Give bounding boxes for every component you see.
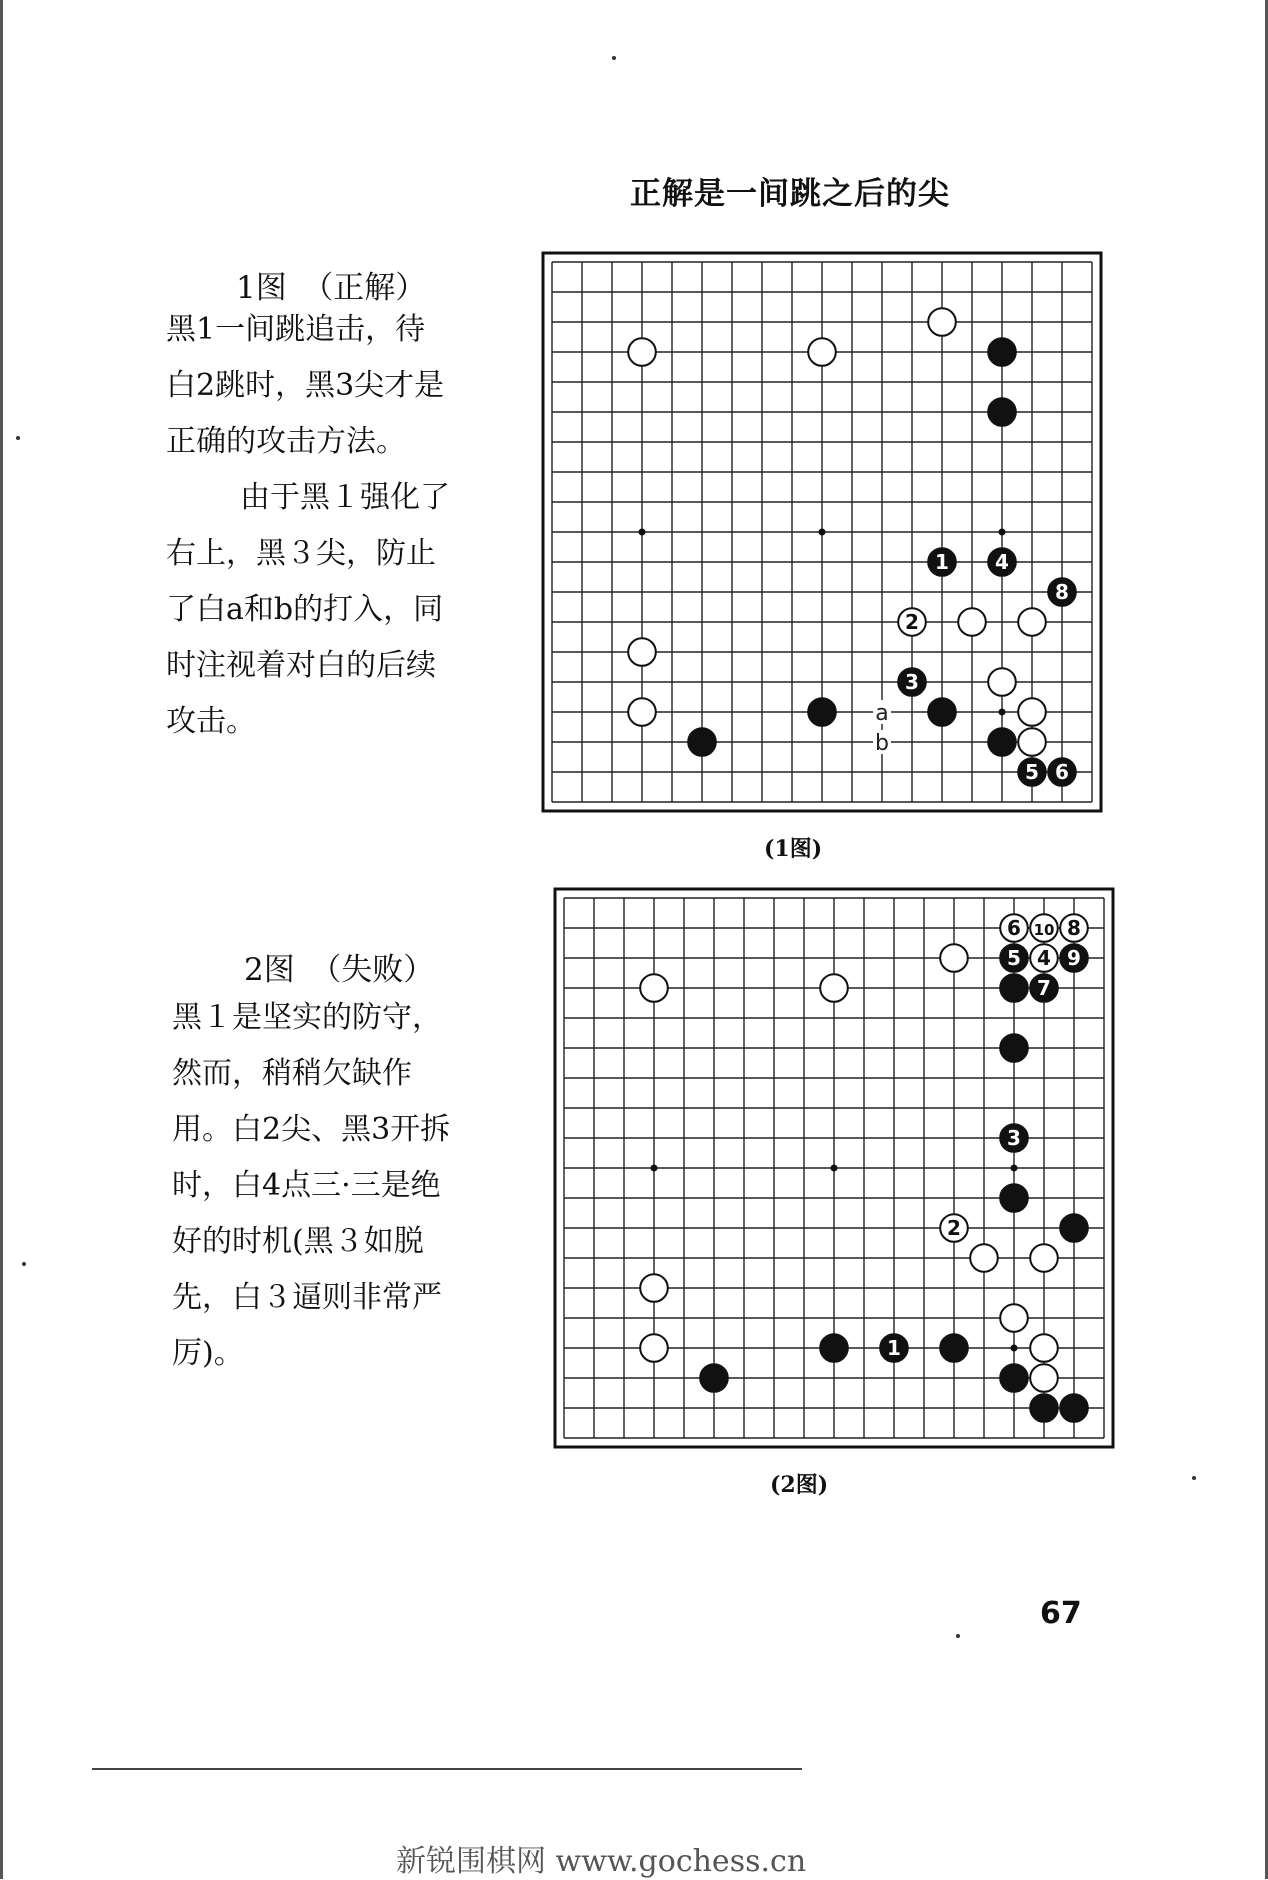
text-line: 时注视着对白的后续 — [166, 648, 436, 683]
text-line: 然而，稍稍欠缺作 — [172, 1056, 412, 1091]
black-stone — [988, 548, 1016, 576]
stone-move-number: 5 — [1007, 946, 1021, 970]
black-stone — [988, 338, 1016, 366]
white-stone — [628, 338, 656, 366]
white-stone — [1018, 698, 1046, 726]
black-stone — [700, 1364, 728, 1392]
star-point — [999, 529, 1006, 536]
text-line: 好的时机(黑３如脱 — [172, 1224, 424, 1259]
point-label: b — [875, 731, 889, 756]
white-stone — [1030, 1334, 1058, 1362]
black-stone — [1000, 974, 1028, 1002]
white-stone — [1030, 944, 1058, 972]
star-point — [819, 529, 826, 536]
text-line: 白2跳时，黑3尖才是 — [166, 368, 445, 403]
scan-speck — [1192, 1476, 1196, 1480]
white-stone — [970, 1244, 998, 1272]
star-point — [1011, 1165, 1018, 1172]
stone-move-number: 5 — [1025, 760, 1039, 784]
black-stone — [1030, 974, 1058, 1002]
page-title: 正解是一间跳之后的尖 — [630, 176, 950, 212]
scan-speck — [612, 56, 616, 60]
black-stone — [1000, 944, 1028, 972]
text-line: 先，白３逼则非常严 — [172, 1280, 442, 1315]
stone-move-number: 2 — [905, 610, 919, 634]
text-line: 攻击。 — [166, 704, 256, 739]
black-stone — [1000, 1364, 1028, 1392]
white-stone — [628, 638, 656, 666]
star-point — [1011, 1345, 1018, 1352]
black-stone — [1000, 1124, 1028, 1152]
black-stone — [1060, 1394, 1088, 1422]
white-stone — [628, 698, 656, 726]
white-stone — [958, 608, 986, 636]
scan-speck — [956, 1634, 960, 1638]
black-stone — [928, 698, 956, 726]
diagram1-heading: 1图 （正解） — [236, 270, 427, 306]
black-stone — [988, 398, 1016, 426]
white-stone — [928, 308, 956, 336]
diagram2-paragraph — [172, 990, 450, 1382]
white-stone — [1030, 914, 1058, 942]
black-stone — [820, 1334, 848, 1362]
point-label: a — [875, 701, 889, 726]
white-stone — [1060, 914, 1088, 942]
white-stone — [1018, 608, 1046, 636]
stone-move-number: 8 — [1055, 580, 1069, 604]
black-stone — [988, 728, 1016, 756]
white-stone — [1018, 728, 1046, 756]
stone-move-number: 1 — [935, 550, 949, 574]
stone-move-number: 3 — [1007, 1126, 1021, 1150]
footer-watermark: 新锐围棋网 www.gochess.cn — [396, 1844, 807, 1879]
text-line: 用。白2尖、黑3开拆 — [172, 1112, 451, 1147]
black-stone — [1048, 758, 1076, 786]
black-stone — [1060, 1214, 1088, 1242]
stone-move-number: 8 — [1067, 916, 1081, 940]
black-stone — [1000, 1184, 1028, 1212]
stone-move-number: 10 — [1033, 921, 1055, 939]
white-stone — [988, 668, 1016, 696]
black-stone — [1000, 1034, 1028, 1062]
white-stone — [640, 1274, 668, 1302]
white-stone — [640, 974, 668, 1002]
white-stone — [940, 1214, 968, 1242]
go-board-diagram-2 — [552, 886, 1094, 1442]
text-line: 黑１是坚实的防守， — [172, 1000, 442, 1035]
black-stone — [808, 698, 836, 726]
white-stone — [1000, 914, 1028, 942]
diagram1-paragraph1 — [166, 302, 444, 470]
black-stone — [1030, 1394, 1058, 1422]
white-stone — [898, 608, 926, 636]
diagram2-heading: 2图 （失败） — [244, 952, 435, 988]
black-stone — [928, 548, 956, 576]
text-line: 时，白4点三·三是绝 — [172, 1168, 441, 1203]
stone-move-number: 2 — [947, 1216, 961, 1240]
white-stone — [1000, 1304, 1028, 1332]
stone-move-number: 3 — [905, 670, 919, 694]
white-stone — [808, 338, 836, 366]
black-stone — [940, 1334, 968, 1362]
stone-move-number: 7 — [1037, 976, 1051, 1000]
white-stone — [820, 974, 848, 1002]
stone-move-number: 9 — [1067, 946, 1081, 970]
white-stone — [1030, 1244, 1058, 1272]
diagram1-paragraph2 — [166, 470, 450, 750]
white-stone — [940, 944, 968, 972]
star-point — [651, 1165, 658, 1172]
diagram1-caption: (1图) — [764, 836, 823, 862]
scan-speck — [16, 436, 20, 440]
stone-move-number: 4 — [1037, 946, 1051, 970]
stone-move-number: 4 — [995, 550, 1009, 574]
white-stone — [640, 1334, 668, 1362]
stone-move-number: 1 — [887, 1336, 901, 1360]
black-stone — [1048, 578, 1076, 606]
text-line: 由于黑１强化了 — [240, 480, 450, 515]
go-board-diagram-1 — [540, 250, 1086, 806]
text-line: 黑1一间跳追击，待 — [166, 312, 426, 347]
stone-move-number: 6 — [1055, 760, 1069, 784]
star-point — [639, 529, 646, 536]
black-stone — [898, 668, 926, 696]
black-stone — [1060, 944, 1088, 972]
star-point — [831, 1165, 838, 1172]
footer-divider — [92, 1768, 802, 1770]
text-line: 右上，黑３尖，防止 — [166, 536, 436, 571]
star-point — [999, 709, 1006, 716]
text-line: 了白a和b的打入，同 — [166, 592, 444, 627]
diagram2-caption: (2图) — [770, 1472, 829, 1498]
black-stone — [688, 728, 716, 756]
black-stone — [1018, 758, 1046, 786]
text-line: 厉)。 — [172, 1336, 244, 1371]
text-line: 正确的攻击方法。 — [166, 424, 406, 459]
stone-move-number: 6 — [1007, 916, 1021, 940]
page-number: 67 — [1040, 1596, 1082, 1631]
black-stone — [880, 1334, 908, 1362]
scan-speck — [22, 1262, 26, 1266]
white-stone — [1030, 1364, 1058, 1392]
